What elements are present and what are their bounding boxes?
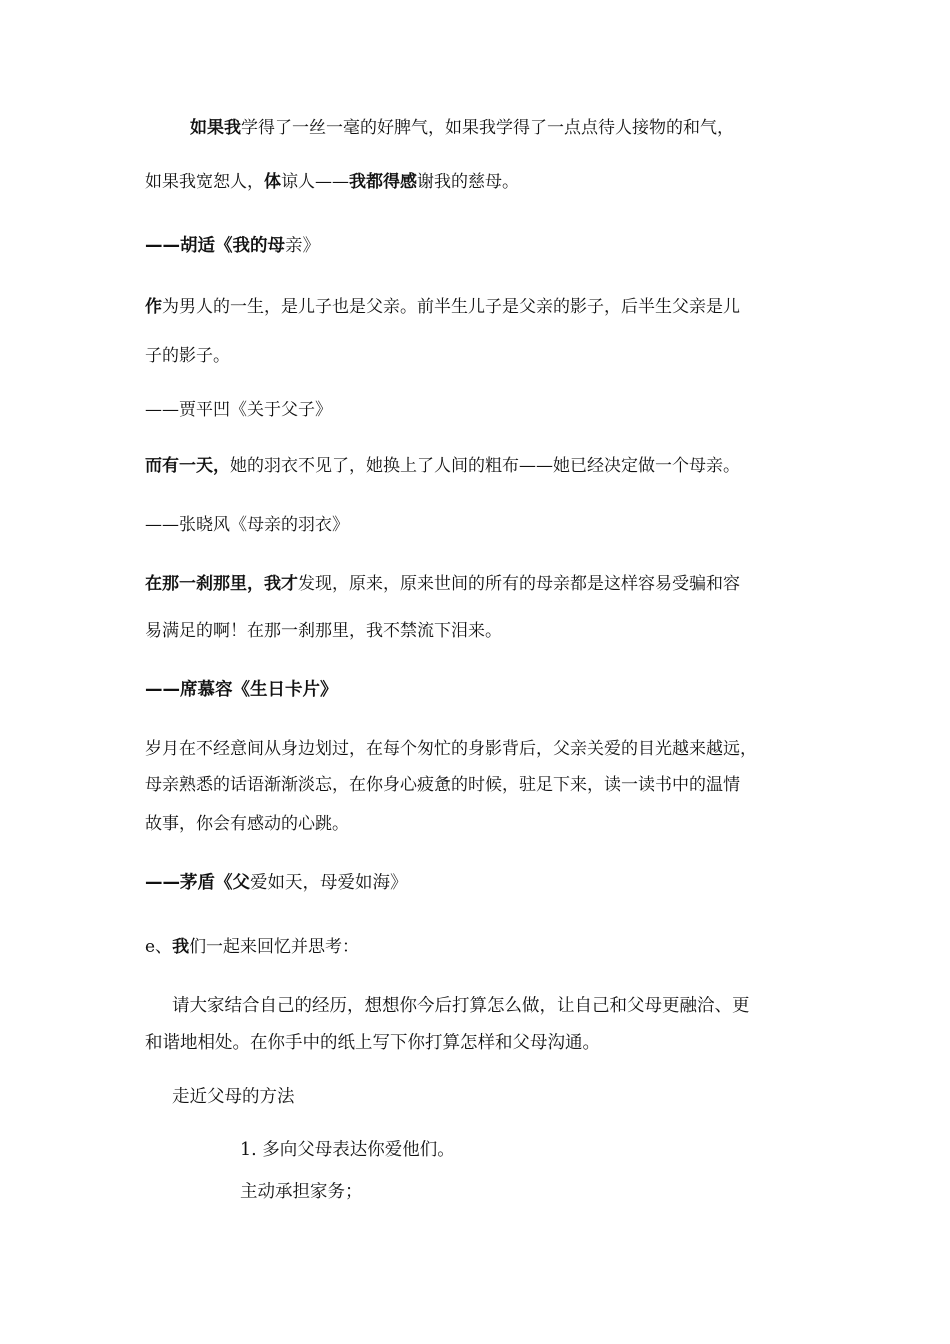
text-run: 们一起来回忆并思考： — [189, 937, 360, 957]
text-run: 亲》 — [285, 236, 320, 256]
quote-4-source: ——席慕容《生日卡片》 — [145, 680, 338, 700]
quote-5-source — [145, 872, 408, 894]
text-run: 而有一天， — [145, 456, 230, 476]
task-line-1: 请大家结合自己的经历，想想你今后打算怎么做，让自己和父母更融洽、更 — [172, 996, 750, 1016]
text-run: 发现，原来，原来世间的所有的母亲都是这样容易受骗和容 — [298, 574, 740, 594]
quote-4-line-1 — [145, 573, 740, 595]
text-run: 谢我的慈母。 — [417, 172, 519, 192]
text-run: 谅人—— — [281, 172, 349, 192]
text-run: 如果我 — [190, 118, 241, 138]
quote-5-line-2: 母亲熟悉的话语渐渐淡忘，在你身心疲惫的时候，驻足下来，读一读书中的温情 — [145, 775, 740, 795]
text-run: 如果我宽恕人， — [145, 172, 264, 192]
methods-title: 走近父母的方法 — [172, 1087, 295, 1107]
quote-1-source — [145, 235, 320, 257]
quote-3-source: ——张晓风《母亲的羽衣》 — [145, 515, 349, 535]
quote-3 — [145, 455, 740, 477]
text-run: 作 — [145, 297, 162, 317]
quote-2-line-1 — [145, 296, 740, 318]
text-run: 她的羽衣不见了，她换上了人间的粗布——她已经决定做一个母亲。 — [230, 456, 740, 476]
quote-1-line-1 — [190, 117, 734, 139]
quote-2-source: ——贾平凹《关于父子》 — [145, 400, 332, 420]
quote-5-line-1: 岁月在不经意间从身边划过，在每个匆忙的身影背后，父亲关爱的目光越来越远， — [145, 739, 757, 759]
text-run: ——茅盾《父 — [145, 873, 250, 893]
text-run: 体 — [264, 172, 281, 192]
section-heading — [145, 936, 359, 958]
text-run: 为男人的一生，是儿子也是父亲。前半生儿子是父亲的影子，后半生父亲是儿 — [162, 297, 740, 317]
text-run: 在那一刹那里，我才 — [145, 574, 298, 594]
method-item-2: 主动承担家务； — [240, 1182, 363, 1202]
text-run: 我都得感 — [349, 172, 417, 192]
text-run: e、 — [145, 937, 173, 957]
quote-5-line-3: 故事，你会有感动的心跳。 — [145, 814, 349, 834]
text-run: ——胡适《我的母 — [145, 236, 285, 256]
method-item-1: 1. 多向父母表达你爱他们。 — [240, 1140, 455, 1160]
text-run: 爱如天，母爱如海》 — [250, 873, 408, 893]
quote-2-line-2: 子的影子。 — [145, 346, 230, 366]
text-run: 我 — [172, 937, 190, 957]
task-line-2: 和谐地相处。在你手中的纸上写下你打算怎样和父母沟通。 — [145, 1033, 600, 1053]
text-run: 学得了一丝一毫的好脾气，如果我学得了一点点待人接物的和气， — [241, 118, 734, 138]
quote-4-line-2: 易满足的啊！在那一刹那里，我不禁流下泪来。 — [145, 621, 502, 641]
quote-1-line-2 — [145, 171, 519, 193]
